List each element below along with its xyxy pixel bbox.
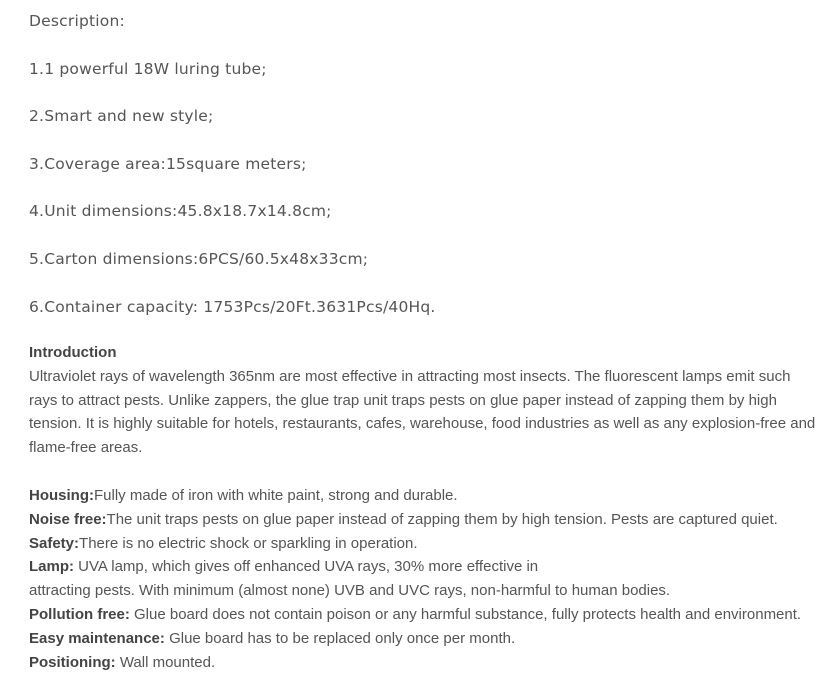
description-item: 6.Container capacity: 1753Pcs/20Ft.3631Pcs/40Hq. bbox=[29, 297, 436, 316]
description-item: 1.1 powerful 18W luring tube; bbox=[29, 59, 267, 78]
feature-easy-maintenance bbox=[29, 627, 819, 651]
introduction-section bbox=[29, 341, 819, 460]
features-section bbox=[29, 484, 819, 674]
feature-text: There is no electric shock or sparkling in operation. bbox=[79, 534, 418, 552]
feature-text: UVA lamp, which gives off enhanced UVA rays, 30% more effective in bbox=[74, 558, 539, 576]
description-section bbox=[29, 0, 814, 333]
introduction-text: Ultraviolet rays of wavelength 365nm are most effective in attracting most insects. The fluorescent lamps emit such rays to attract pests. Unlike zappers, the glue trap unit traps pests on glue paper instead of zapping them by high tension. It is highly suitable for hotels, restaurants, cafes, warehouse, food industries as well as any explosion-free and flame-free areas. bbox=[29, 367, 816, 457]
feature-text: Glue board has to be replaced only once per month. bbox=[164, 629, 516, 647]
description-item: 3.Coverage area:15square meters; bbox=[29, 154, 307, 173]
feature-positioning bbox=[29, 651, 819, 675]
feature-label: Noise free: bbox=[29, 510, 107, 528]
feature-label: Pollution free: bbox=[29, 605, 130, 623]
introduction-title: Introduction bbox=[29, 344, 117, 361]
product-description-page bbox=[29, 0, 816, 671]
feature-text: Fully made of iron with white paint, strong and durable. bbox=[94, 487, 458, 504]
feature-label: Lamp: bbox=[29, 558, 74, 576]
feature-text: Glue board does not contain poison or any harmful substance, fully protects health and environment. bbox=[129, 605, 802, 623]
feature-label: Safety: bbox=[29, 534, 80, 552]
feature-noise-free bbox=[29, 508, 819, 532]
feature-label: Positioning: bbox=[29, 653, 116, 671]
feature-pollution-free bbox=[29, 603, 819, 627]
feature-text: The unit traps pests on glue paper instead of zapping them by high tension. Pests are captured quiet. bbox=[106, 510, 778, 528]
feature-housing bbox=[29, 484, 819, 508]
description-item: 2.Smart and new style; bbox=[29, 107, 214, 126]
feature-lamp-continued: attracting pests. With minimum (almost none) UVB and UVC rays, non-harmful to human bodies. bbox=[29, 582, 671, 600]
feature-label: Housing: bbox=[29, 487, 94, 504]
description-item: 4.Unit dimensions:45.8x18.7x14.8cm; bbox=[29, 202, 332, 221]
description-item: 5.Carton dimensions:6PCS/60.5x48x33cm; bbox=[29, 249, 369, 268]
feature-label: Easy maintenance: bbox=[29, 629, 165, 647]
feature-lamp bbox=[29, 555, 819, 579]
description-heading: Description: bbox=[29, 12, 125, 30]
feature-safety bbox=[29, 532, 819, 556]
feature-text: Wall mounted. bbox=[115, 653, 216, 671]
